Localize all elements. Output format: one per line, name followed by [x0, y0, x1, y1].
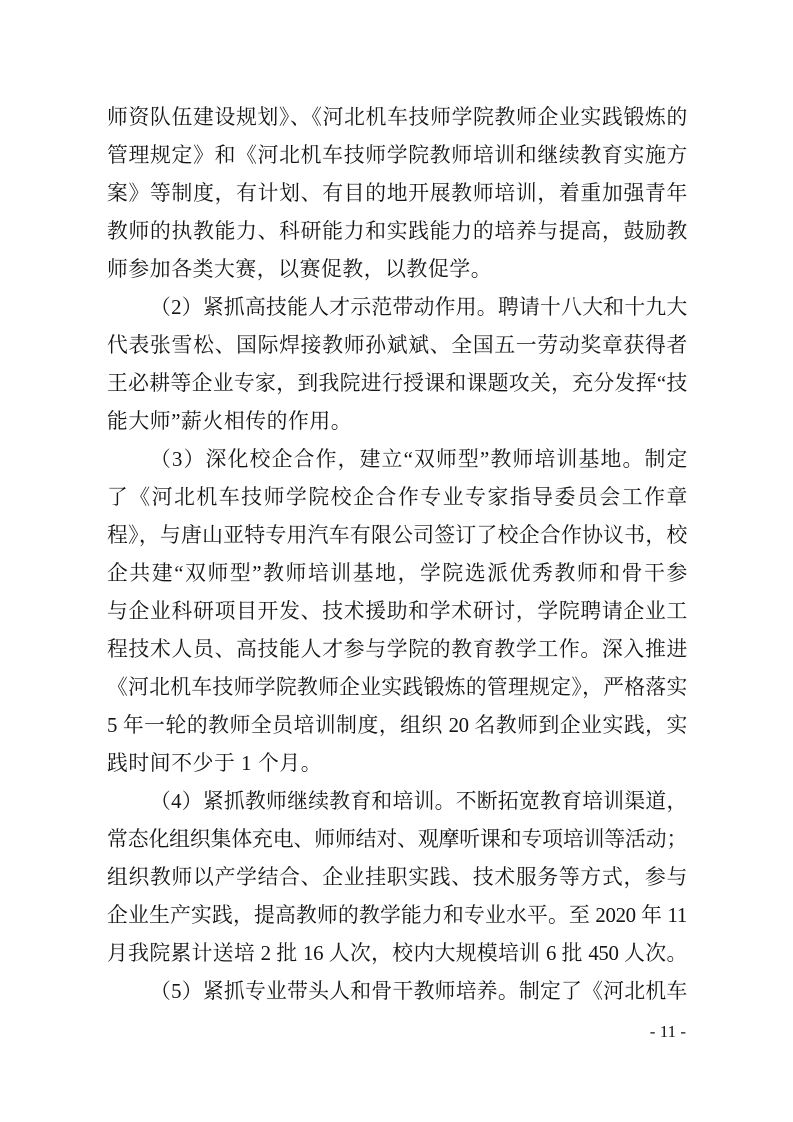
text-line: 王必耕等企业专家，到我院进行授课和课题攻关，充分发挥“技	[107, 372, 687, 395]
text-line: 常态化组织集体充电、师师结对、观摩听课和专项培训等活动；	[107, 828, 687, 851]
text-line: （4）紧抓教师继续教育和培训。不断拓宽教育培训渠道，	[150, 790, 687, 813]
text-line: 代表张雪松、国际焊接教师孙斌斌、全国五一劳动奖章获得者	[107, 334, 687, 357]
text-line: 案》等制度，有计划、有目的地开展教师培训，着重加强青年	[107, 182, 687, 205]
page-number: - 11 -	[649, 1022, 686, 1041]
text-line: 月我院累计送培 2 批 16 人次，校内大规模培训 6 批 450 人次。	[107, 942, 687, 965]
paragraph	[107, 289, 687, 441]
paragraph	[107, 783, 687, 973]
text-line: 企共建“双师型”教师培训基地，学院选派优秀教师和骨干参	[107, 562, 687, 585]
text-line: 师参加各类大赛，以赛促教，以教促学。	[107, 258, 493, 281]
text-line: 了《河北机车技师学院校企合作专业专家指导委员会工作章	[107, 486, 687, 509]
text-line: （3）深化校企合作，建立“双师型”教师培训基地。制定	[150, 448, 687, 471]
paragraph	[107, 973, 687, 1011]
body-text	[107, 99, 687, 1011]
text-line: 教师的执教能力、科研能力和实践能力的培养与提高，鼓励教	[107, 220, 687, 243]
text-line: 程》，与唐山亚特专用汽车有限公司签订了校企合作协议书，校	[107, 524, 687, 547]
paragraph	[107, 99, 687, 289]
text-line: 程技术人员、高技能人才参与学院的教育教学工作。深入推进	[107, 638, 687, 661]
text-line: 与企业科研项目开发、技术援助和学术研讨，学院聘请企业工	[107, 600, 687, 623]
text-line: （2）紧抓高技能人才示范带动作用。聘请十八大和十九大	[150, 296, 687, 319]
text-line: 5 年一轮的教师全员培训制度，组织 20 名教师到企业实践，实	[107, 714, 687, 737]
text-line: 师资队伍建设规划》、《河北机车技师学院教师企业实践锻炼的	[107, 106, 687, 129]
paragraph	[107, 441, 687, 783]
text-line: （5）紧抓专业带头人和骨干教师培养。制定了《河北机车	[150, 980, 687, 1003]
text-line: 《河北机车技师学院教师企业实践锻炼的管理规定》，严格落实	[107, 676, 687, 699]
text-line: 践时间不少于 1 个月。	[107, 752, 323, 775]
text-line: 组织教师以产学结合、企业挂职实践、技术服务等方式，参与	[107, 866, 687, 889]
text-line: 企业生产实践，提高教师的教学能力和专业水平。至 2020 年 11	[107, 904, 687, 927]
text-line: 能大师”薪火相传的作用。	[107, 410, 353, 433]
text-line: 管理规定》和《河北机车技师学院教师培训和继续教育实施方	[107, 144, 687, 167]
